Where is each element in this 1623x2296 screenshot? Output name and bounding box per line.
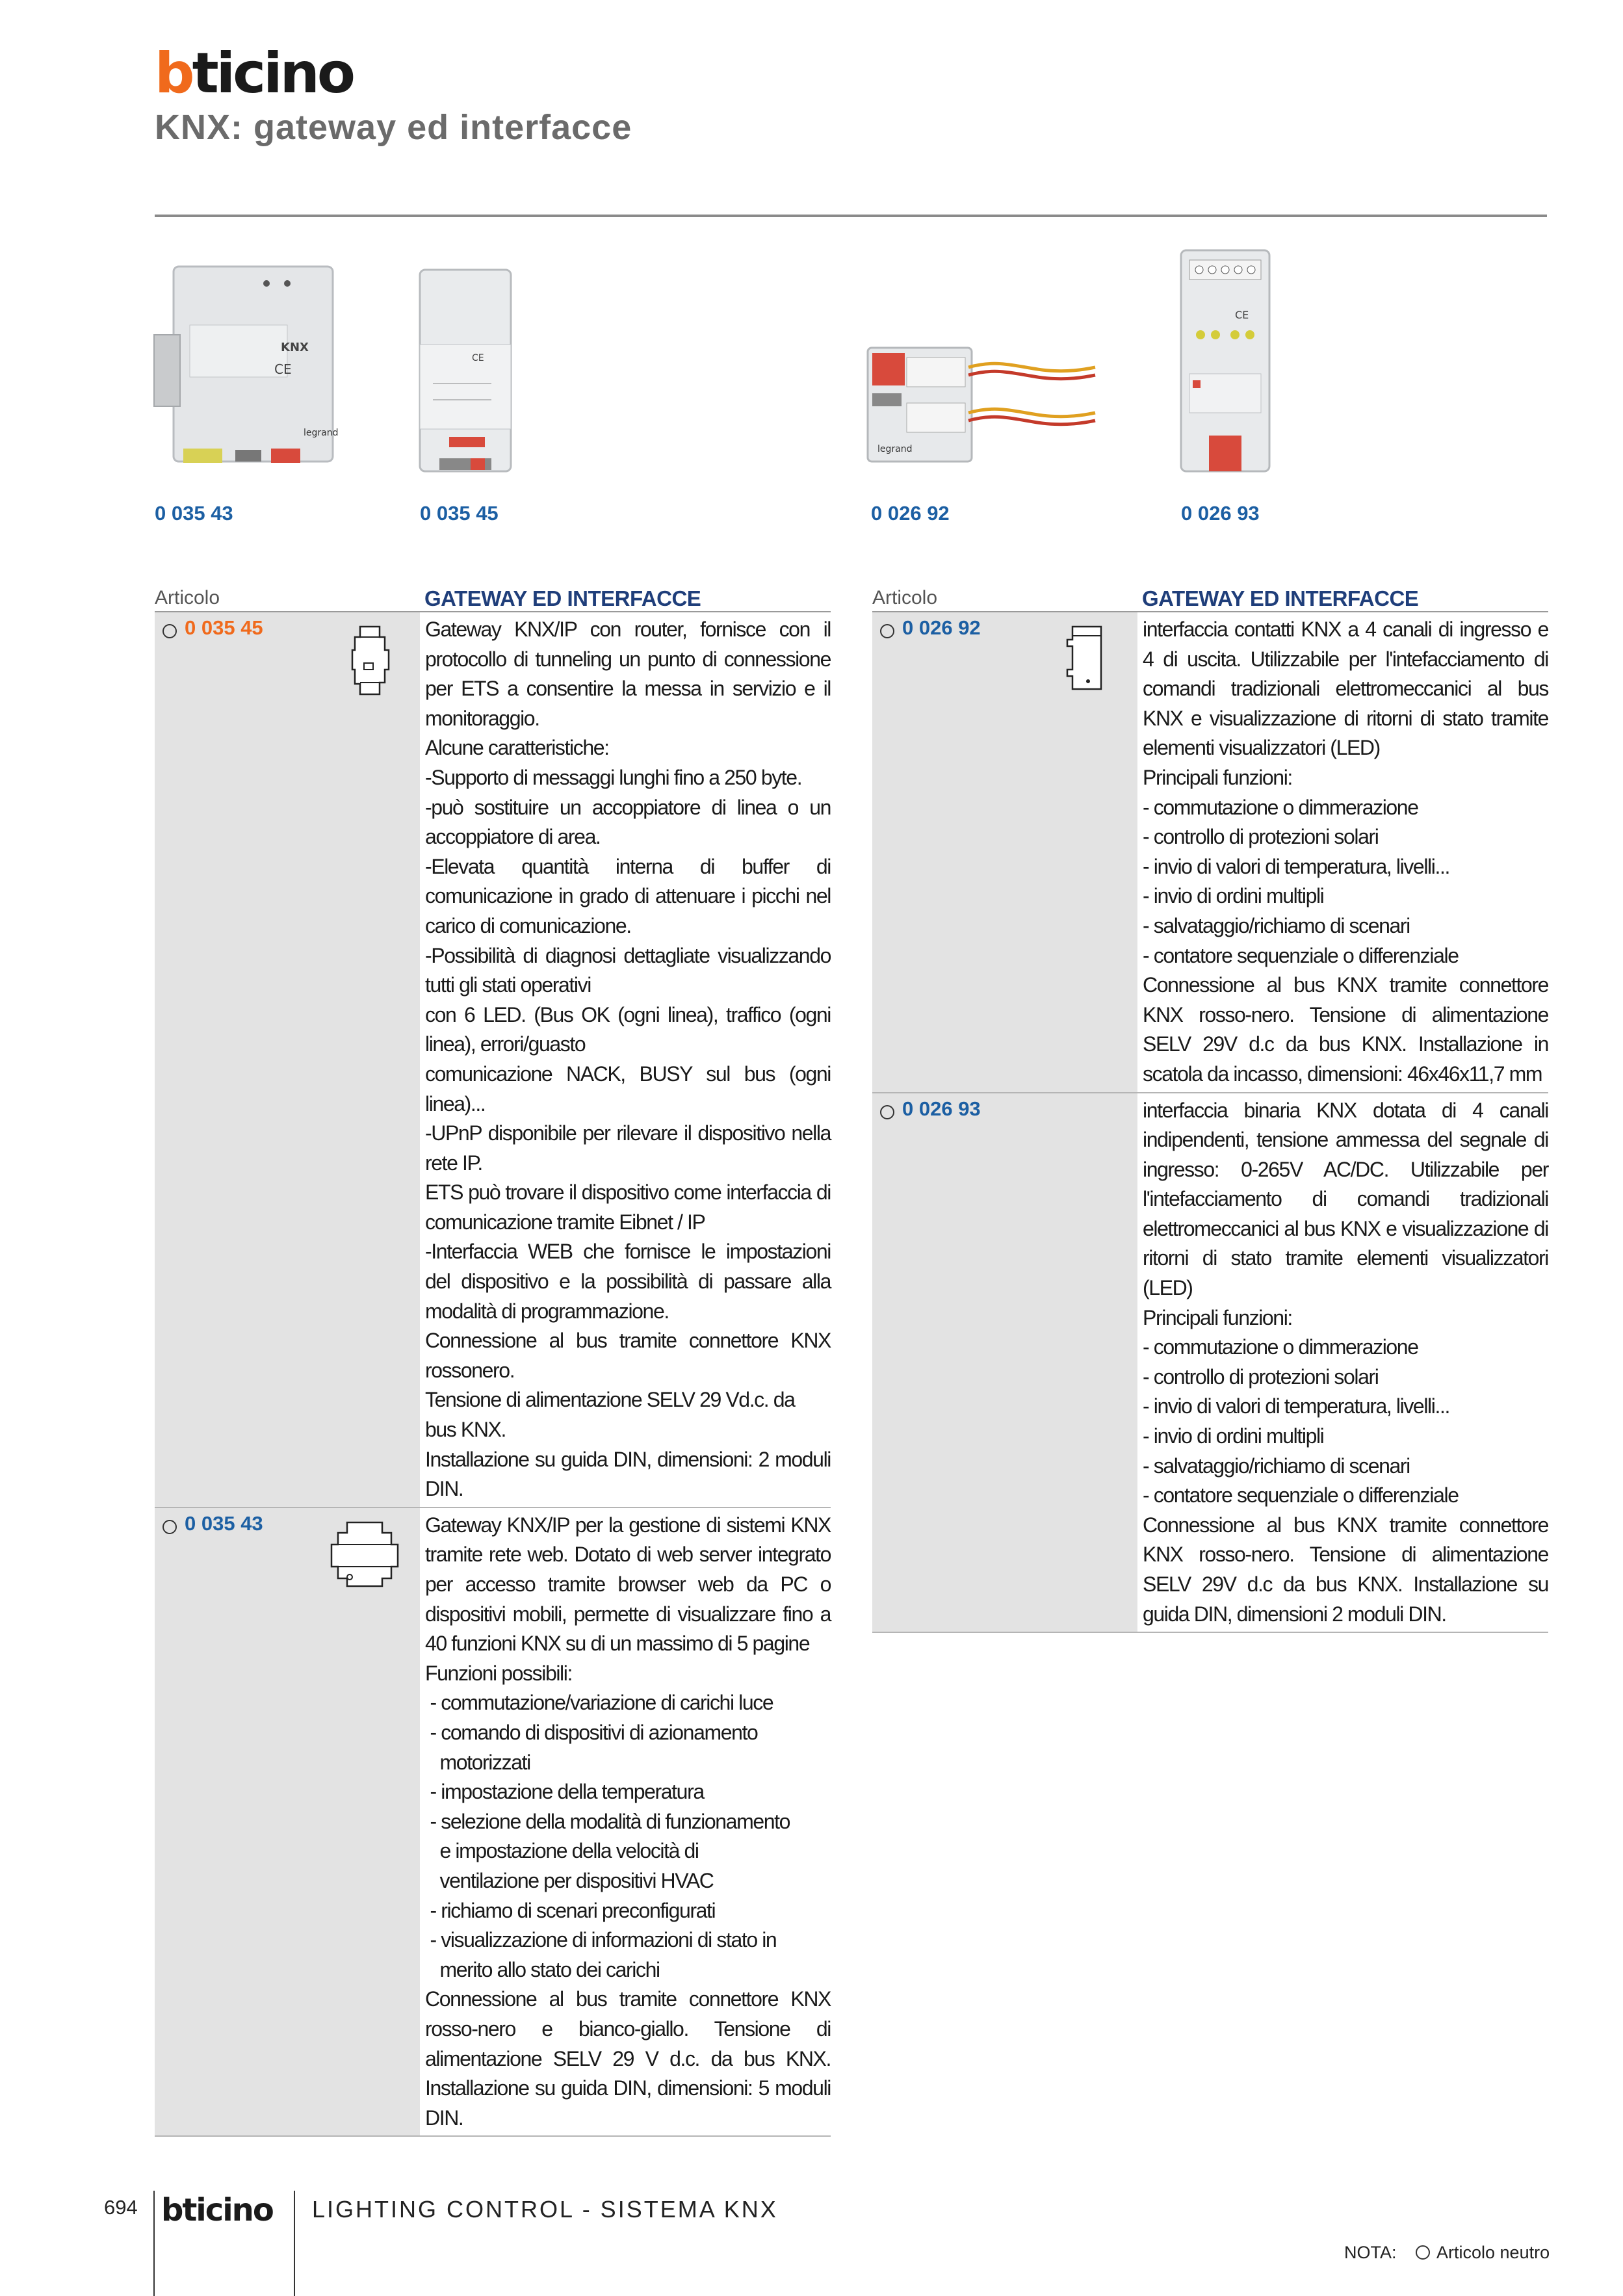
article-code: 0 035 45 [185,616,263,639]
description-line: ventilazione per dispositivi HVAC [425,1868,714,1892]
description-line: e impostazione della velocità di [425,1839,699,1863]
description-line: -UPnP disponibile per rilevare il dispositivo nella rete IP. [425,1121,831,1175]
description-line: -Interfaccia WEB che fornisce le impostazioni del dispositivo e la possibilità di passare alla modalità di programmazione. [425,1240,831,1323]
description-cell [420,1508,831,2135]
description-line: con 6 LED. (Bus OK (ogni linea), traffico (ogni linea), errori/guasto [425,1002,831,1056]
neutral-article-icon [162,624,177,638]
footer-note-legend: Articolo neutro [1436,2243,1550,2262]
description-line: comunicazione NACK, BUSY sul bus (ogni linea)... [425,1062,831,1115]
brand-logo-b: b [155,41,192,106]
description-line: - salvataggio/richiamo di scenari [1143,1454,1410,1478]
svg-text:KNX: KNX [281,341,309,354]
svg-text:CE: CE [274,361,292,377]
article-cell [872,1093,1137,1632]
table-header [155,585,831,612]
neutral-article-icon [1416,2245,1430,2260]
description-line: - commutazione o dimmerazione [1143,795,1418,819]
article-code: 0 035 43 [185,1511,263,1535]
description-line: Tensione di alimentazione SELV 29 Vd.c. da [425,1388,795,1412]
description-line: bus KNX. [425,1418,506,1442]
description-line: - salvataggio/richiamo di scenari [1143,913,1410,937]
description-line: - controllo di protezioni solari [1143,825,1379,849]
description-line: - contatore sequenziale o differenziale [1143,943,1459,967]
description-line: -Elevata quantità interna di buffer di comunicazione in grado di attenuare i picchi nel carico di comunicazione. [425,854,831,937]
description-line: - impostazione della temperatura [425,1780,704,1804]
brand-logo-rest: ticino [192,41,353,106]
description-line: Installazione su guida DIN, dimensioni: 2 moduli DIN. [425,1447,831,1501]
table-row [872,1093,1548,1634]
description-line: - commutazione/variazione di carichi luce [425,1691,773,1715]
description-line: -Possibilità di diagnosi dettagliate visualizzando tutti gli stati operativi [425,943,831,997]
table-row [155,1508,831,2137]
description-line: - visualizzazione di informazioni di stato in [425,1928,777,1952]
table-row [872,612,1548,1093]
header-divider [155,215,1547,217]
description-line: Alcune caratteristiche: [425,736,609,760]
svg-text:legrand: legrand [877,444,913,454]
footer-divider [153,2191,155,2296]
description-line: - invio di ordini multipli [1143,884,1324,908]
description-line: Connessione al bus tramite connettore KNX rosso-nero e bianco-giallo. Tensione di alimentazione SELV 29 V d.c. da bus KNX. Installazione su guida DIN, dimensioni: 5 moduli DIN. [425,1987,831,2130]
neutral-article-icon [880,1105,894,1119]
article-cell [155,1508,420,2135]
description-line: - contatore sequenziale o differenziale [1143,1483,1459,1507]
description-line: - invio di valori di temperatura, livelli... [1143,854,1449,878]
description-line: Funzioni possibili: [425,1661,572,1685]
footer-divider [294,2191,295,2296]
description-line: - invio di ordini multipli [1143,1424,1324,1448]
description-cell [1137,1093,1548,1632]
description-line: merito allo stato dei carichi [425,1957,660,1981]
article-cell [155,612,420,1507]
description-cell [1137,612,1548,1092]
description-line: Principali funzioni: [1143,1305,1292,1329]
din-module-5-icon [329,1519,400,1590]
column-header-article: Articolo [872,587,938,608]
table-header [872,585,1548,612]
description-line: interfaccia contatti KNX a 4 canali di ingresso e 4 di uscita. Utilizzabile per l'intefacciamento di comandi tradizionali elettromeccanici al bus KNX e visualizzazione di ritorni di stato tramite elementi visualizzatori (LED) [1143,618,1548,760]
description-line: -Supporto di messaggi lunghi fino a 250 byte. [425,765,802,789]
description-line: Connessione al bus tramite connettore KNX rossonero. [425,1329,831,1382]
description-line: - invio di valori di temperatura, livelli... [1143,1394,1449,1418]
description-line: Connessione al bus KNX tramite connettore KNX rosso-nero. Tensione di alimentazione SELV 29V d.c da bus KNX. Installazione su guida DIN, dimensioni 2 moduli DIN. [1143,1513,1548,1626]
description-cell [420,612,831,1507]
description-line: motorizzati [425,1750,530,1774]
flush-mount-interface-icon [1061,624,1113,692]
page-title: KNX: gateway ed interfacce [155,108,632,147]
description-line: Gateway KNX/IP per la gestione di sistemi KNX tramite rete web. Dotato di web server integrato per accesso tramite browser web da PC o dispositivi mobili, permette di visualizzare fino a 40 funzioni KNX su di un massimo di 5 pagine [425,1513,831,1656]
product-code-label: 0 026 92 [871,502,950,525]
column-header-description: GATEWAY ED INTERFACCE [424,586,701,610]
product-image-002693 [1173,247,1277,475]
article-code: 0 026 93 [902,1097,981,1120]
neutral-article-icon [880,624,894,638]
neutral-article-icon [162,1520,177,1534]
table-left [155,585,831,2137]
page-number: 694 [104,2196,138,2219]
description-line: - richiamo di scenari preconfigurati [425,1898,716,1922]
product-code-label: 0 035 45 [420,502,499,525]
table-row [155,612,831,1508]
column-header-article: Articolo [155,587,220,608]
description-line: interfaccia binaria KNX dotata di 4 canali indipendenti, tensione ammessa del segnale di ingresso: 0-265V AC/DC. Utilizzabile per l'intefacciamento di comandi tradizionali elettromeccanici al bus KNX e visualizzazione di ritorni di stato tramite elementi visualizzatori (LED) [1143,1098,1548,1300]
footer-section-title: LIGHTING CONTROL - SISTEMA KNX [312,2196,778,2223]
product-code-label: 0 026 93 [1181,502,1260,525]
product-image-003545 [413,267,517,475]
din-module-2-icon [351,624,391,697]
product-image-002692 [864,341,1098,471]
column-header-description: GATEWAY ED INTERFACCE [1142,586,1419,610]
description-line: Principali funzioni: [1143,765,1292,789]
table-right [872,585,1548,1633]
description-line: Gateway KNX/IP con router, fornisce con il protocollo di tunneling un punto di connessione per ETS a consentire la messa in servizio e il monitoraggio. [425,618,831,730]
svg-text:CE: CE [1235,309,1249,321]
description-line: - commutazione o dimmerazione [1143,1335,1418,1359]
description-line: - controllo di protezioni solari [1143,1364,1379,1389]
description-line: -può sostituire un accoppiatore di linea o un accoppiatore di area. [425,795,831,849]
description-line: Connessione al bus KNX tramite connettore KNX rosso-nero. Tensione di alimentazione SELV 29V d.c da bus KNX. Installazione in scatola da incasso, dimensioni: 46x46x11,7 mm [1143,973,1548,1086]
svg-text:legrand: legrand [304,428,339,438]
description-line: - selezione della modalità di funzionamento [425,1809,790,1833]
article-cell [872,612,1137,1092]
product-code-label: 0 035 43 [155,502,233,525]
description-line: - comando di dispositivi di azionamento [425,1720,758,1744]
svg-text:CE: CE [472,353,484,363]
footer-note-label: NOTA: [1344,2243,1397,2262]
description-line: ETS può trovare il dispositivo come interfaccia di comunicazione tramite Eibnet / IP [425,1181,831,1234]
brand-logo [155,41,353,106]
product-image-003543 [151,260,346,475]
footer-brand-logo: bticino [161,2192,273,2228]
article-code: 0 026 92 [902,616,981,639]
